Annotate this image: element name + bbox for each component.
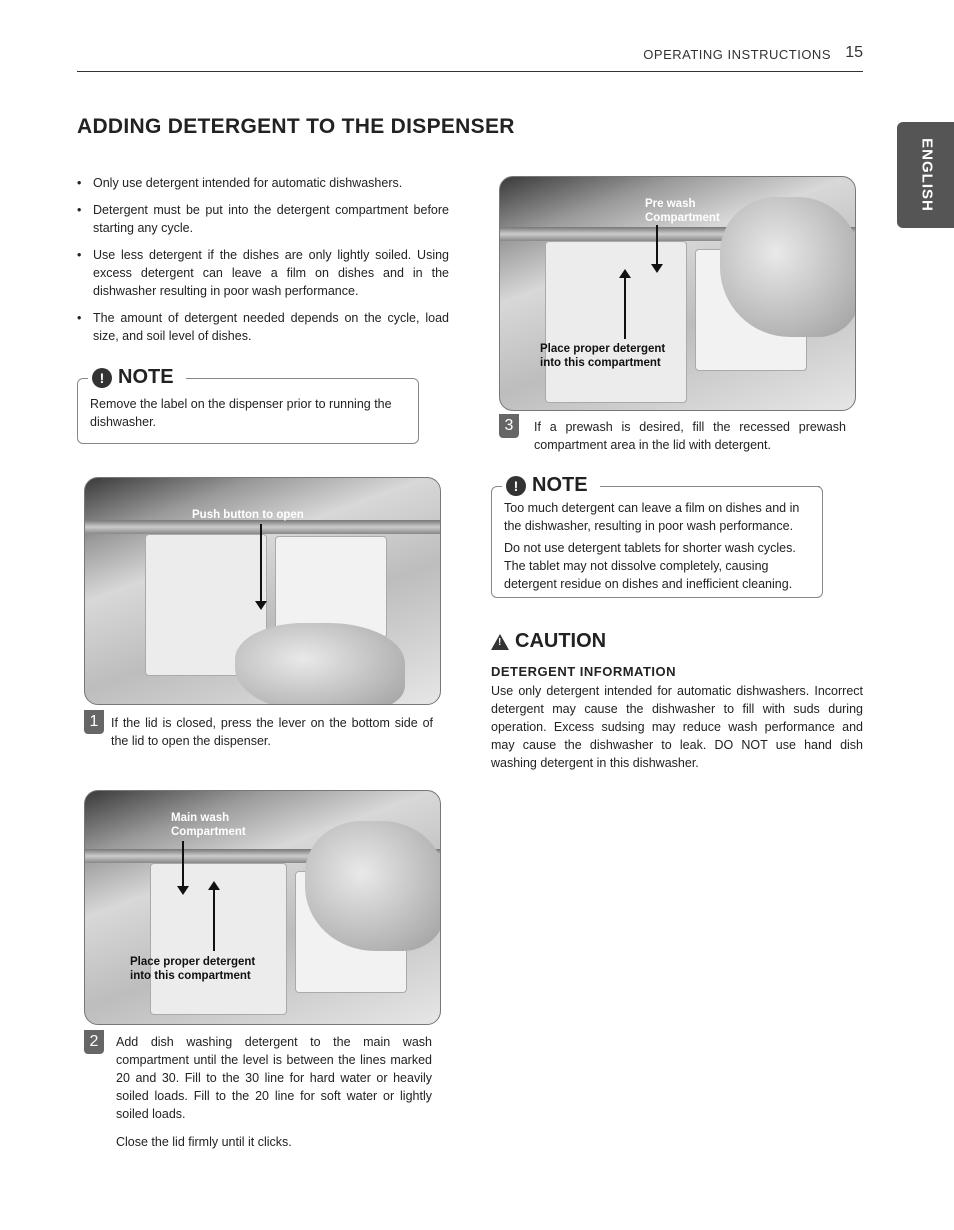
photo-label: Push button to open <box>192 509 304 521</box>
caution-heading: ! CAUTION <box>491 630 606 653</box>
warning-triangle-icon: ! <box>491 634 509 650</box>
arrow-icon <box>624 277 626 339</box>
arrow-icon <box>182 841 184 887</box>
step-caption: If the lid is closed, press the lever on the bottom side of the lid to open the dispenser. <box>111 716 433 748</box>
photo-hand <box>720 197 856 337</box>
caution-subheading: DETERGENT INFORMATION <box>491 664 677 679</box>
step-caption-2: Close the lid firmly until it clicks. <box>116 1135 292 1149</box>
arrow-icon <box>260 524 262 602</box>
photo-label-bottom: Place proper detergent into this compartment <box>540 343 666 369</box>
photo-hand <box>235 623 405 705</box>
note-heading: ! NOTE <box>502 474 600 497</box>
note-heading-rule <box>190 378 406 379</box>
list-item: • Use less detergent if the dishes are only lightly soiled. Using excess detergent can leave a film on dishes and in the dishwasher resulting in poor wash performance. <box>77 246 449 300</box>
page-number: 15 <box>845 44 863 61</box>
step-number: 2 <box>84 1030 104 1054</box>
step-caption: Add dish washing detergent to the main wash compartment until the level is between the lines marked 20 and 30. Fill to the 30 line for hard water or heavily soiled loads. Fill to the 20 line for soft water or lightly soiled loads. <box>116 1035 432 1121</box>
photo-pre-wash <box>499 176 856 411</box>
list-item: • Only use detergent intended for automatic dishwashers. <box>77 174 449 192</box>
list-item: • The amount of detergent needed depends on the cycle, load size, and soil level of dishes. <box>77 309 449 345</box>
note-text: Too much detergent can leave a film on dishes and in the dishwasher, resulting in poor wash performance. <box>504 501 800 533</box>
photo-main-wash <box>84 790 441 1025</box>
list-item: • Detergent must be put into the detergent compartment before starting any cycle. <box>77 201 449 237</box>
note-heading: ! NOTE <box>88 366 186 389</box>
exclamation-icon: ! <box>506 476 526 496</box>
note-text: Remove the label on the dispenser prior to running the dishwasher. <box>90 397 392 429</box>
step-number: 3 <box>499 414 519 438</box>
arrow-icon <box>656 225 658 265</box>
photo-push-button <box>84 477 441 705</box>
note-box-detergent <box>491 486 823 598</box>
photo-dispenser <box>545 241 687 403</box>
caution-text: Use only detergent intended for automatic dishwashers. Incorrect detergent may cause the dishwasher to fill with suds during operation. Excess sudsing may reduce wash performance and may cause the dishwasher to leak. DO NOT use hand dish washing detergent in this dishwasher. <box>491 684 863 770</box>
section-header: OPERATING INSTRUCTIONS <box>643 47 831 62</box>
note-heading-rule <box>606 486 820 487</box>
photo-label-top: Main wash Compartment <box>171 812 246 838</box>
photo-rail <box>85 520 440 534</box>
bullet-list <box>77 174 449 354</box>
language-tab-label: ENGLISH <box>918 138 936 212</box>
header-divider <box>77 71 863 72</box>
language-tab <box>897 122 954 228</box>
page-title: ADDING DETERGENT TO THE DISPENSER <box>77 115 515 138</box>
arrow-icon <box>213 889 215 951</box>
note-text: Do not use detergent tablets for shorter wash cycles. The tablet may not dissolve completely, causing detergent residue on dishes and inefficient cleaning. <box>504 541 796 591</box>
step-caption: If a prewash is desired, fill the recessed prewash compartment area in the lid with detergent. <box>534 420 846 452</box>
step-number: 1 <box>84 710 104 734</box>
exclamation-icon: ! <box>92 368 112 388</box>
photo-label-bottom: Place proper detergent into this compartment <box>130 956 256 982</box>
photo-label-top: Pre wash Compartment <box>645 198 720 224</box>
photo-hand <box>305 821 441 951</box>
